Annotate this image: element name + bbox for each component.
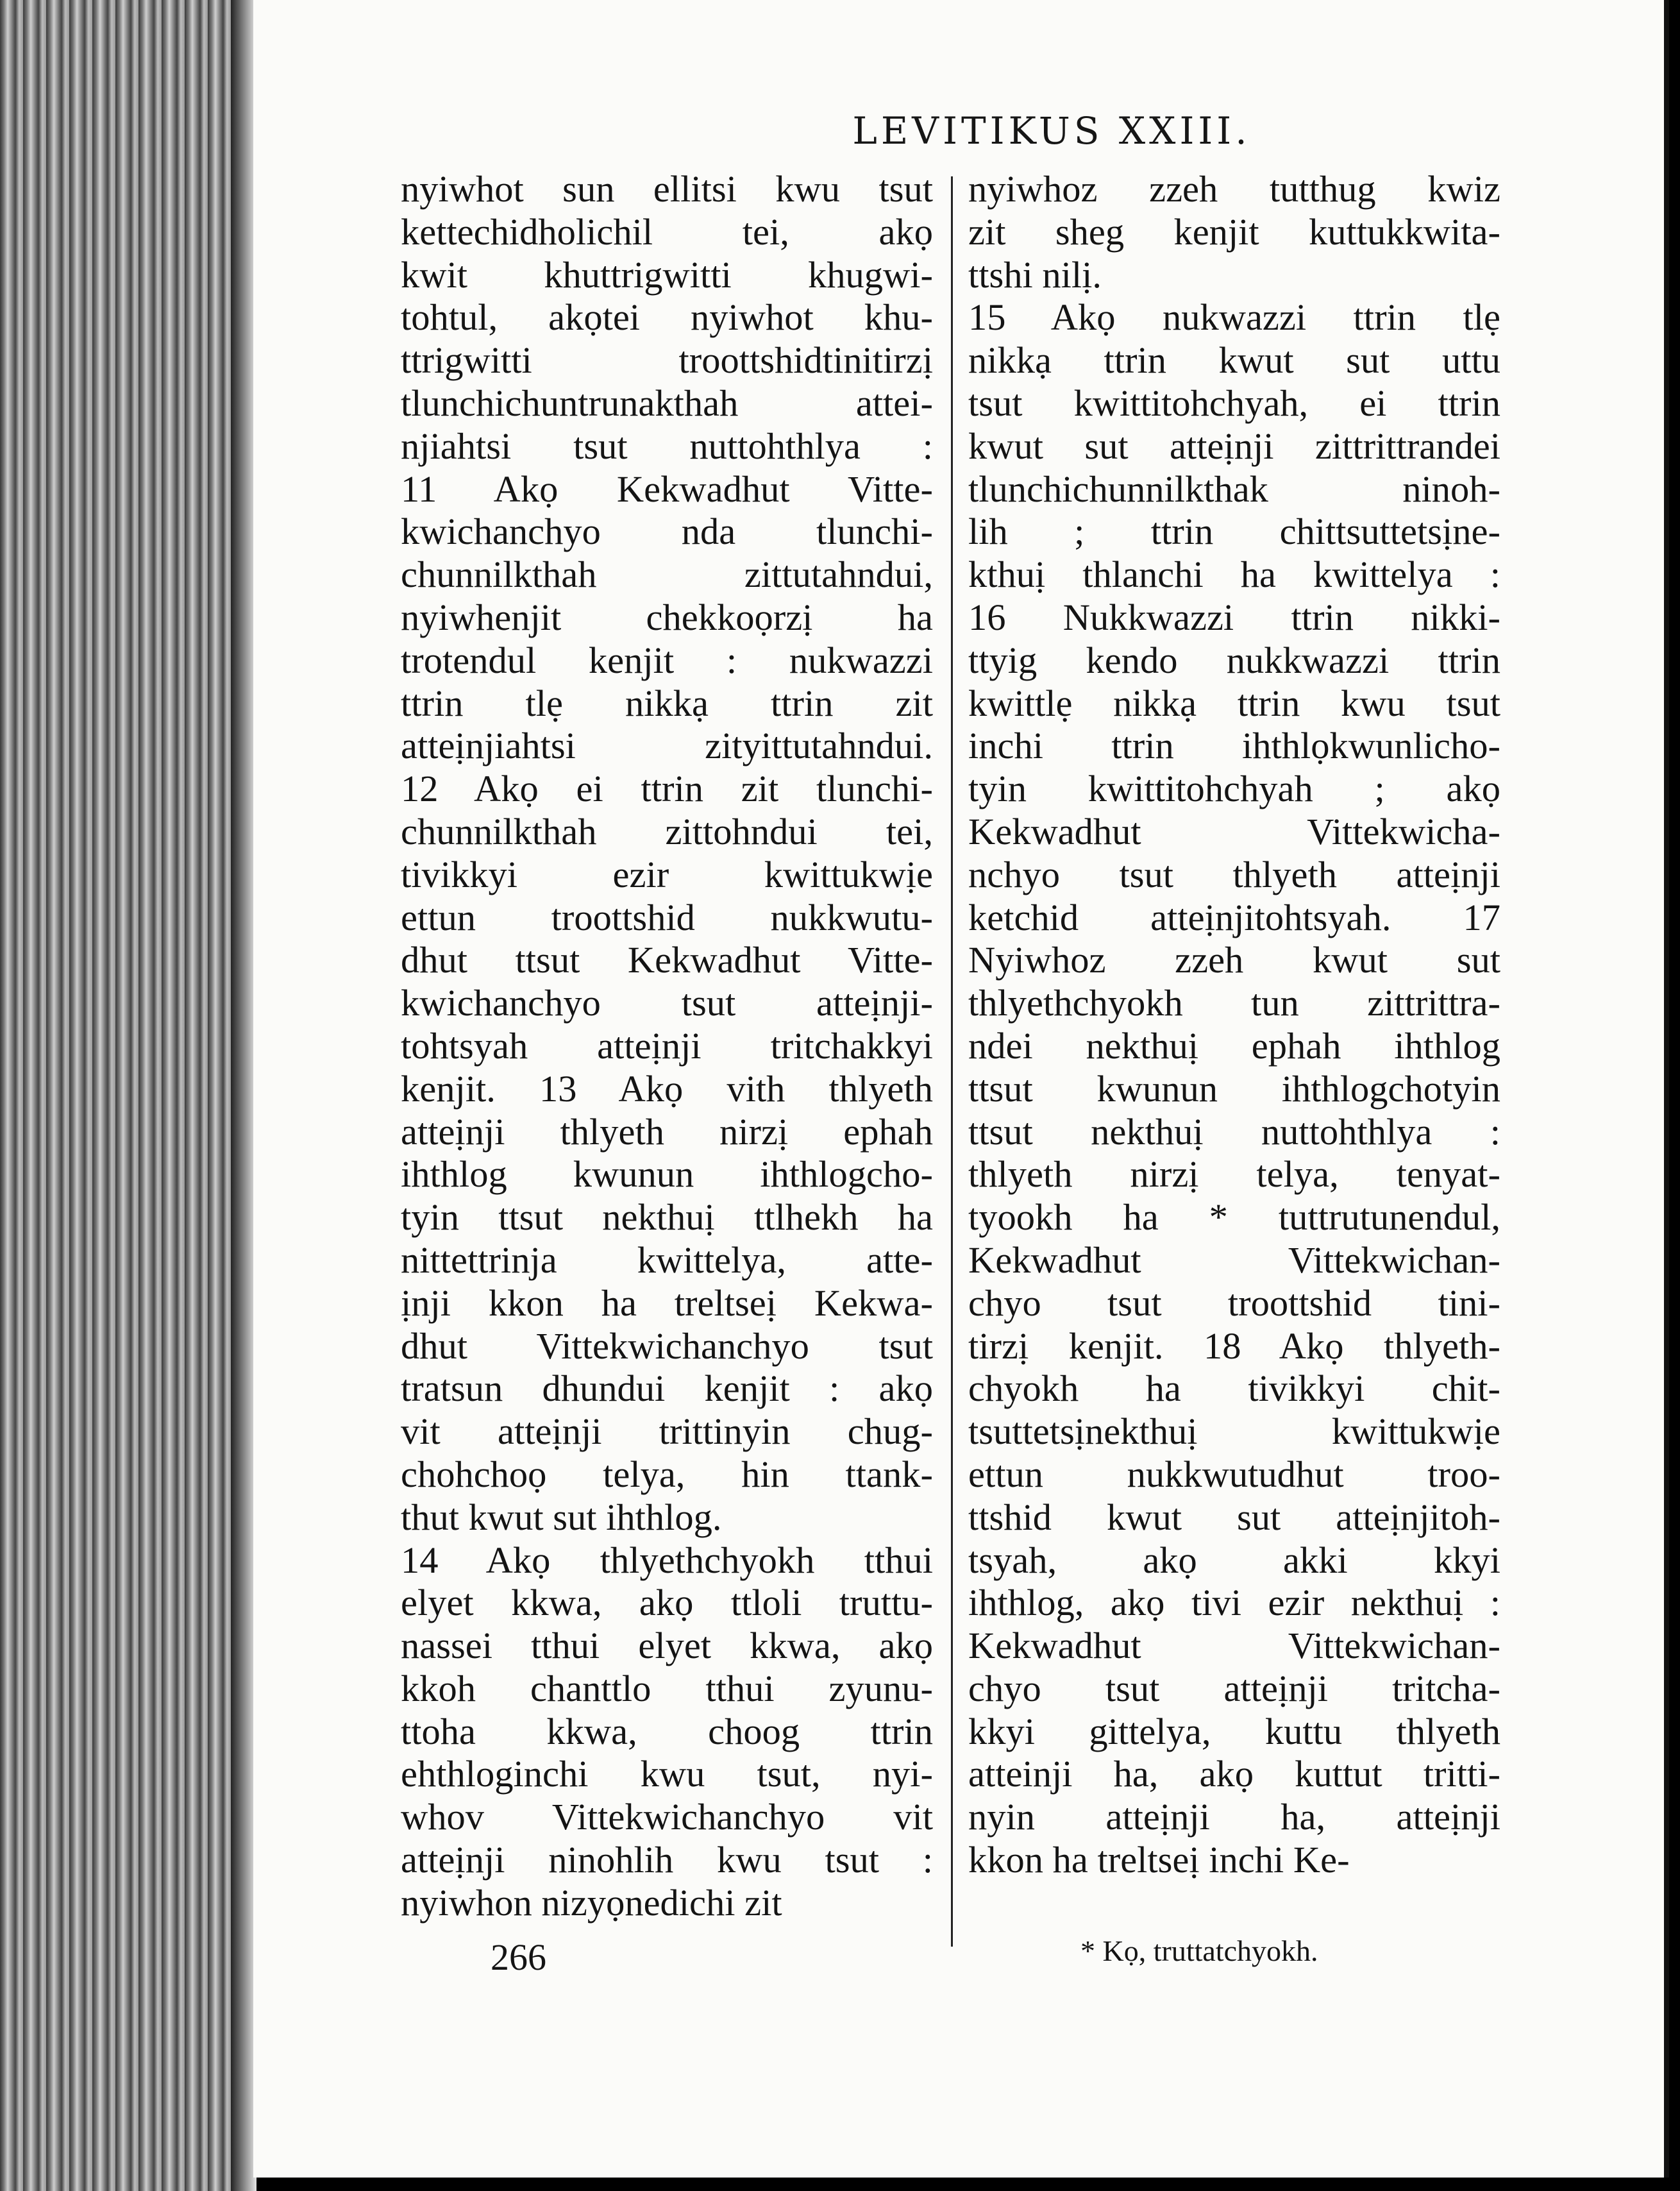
text-line: atteịnjiahtsi zityittutahndui.: [401, 725, 933, 767]
text-line: Nyiwhoz zzeh kwut sut: [968, 939, 1500, 981]
text-line: Kekwadhut Vittekwicha-: [968, 810, 1500, 852]
text-line: kwichanchyo tsut atteịnji-: [401, 982, 933, 1024]
text-line: nyiwhenjit chekkoọrzị ha: [401, 596, 933, 638]
text-line: whov Vittekwichanchyo vit: [401, 1796, 933, 1838]
text-line: chyo tsut troottshid tini-: [968, 1282, 1500, 1324]
text-line: zit sheg kenjit kuttukkwita-: [968, 210, 1500, 253]
text-line: ttsut kwunun ihthlogchotyin: [968, 1067, 1500, 1110]
text-line: tohtul, akọtei nyiwhot khu-: [401, 296, 933, 339]
text-line: kenjit. 13 Akọ vith thlyeth: [401, 1067, 933, 1110]
text-line: thlyeth nirzị telya, tenyat-: [968, 1153, 1500, 1196]
text-line: ihthlog, akọ tivi ezir nekthuị :: [968, 1582, 1500, 1624]
text-line: kettechidholichil tei, akọ: [401, 210, 933, 253]
text-line: nikkạ ttrin kwut sut uttu: [968, 339, 1500, 382]
text-line: chunnilkthah zittutahndui,: [401, 554, 933, 596]
text-line: nchyo tsut thlyeth atteịnji: [968, 853, 1500, 895]
text-line: elyet kkwa, akọ ttloli truttu-: [401, 1582, 933, 1624]
book-page: [253, 0, 1669, 2178]
text-line: ttshi nilị.: [968, 253, 1102, 296]
text-line: dhut ttsut Kekwadhut Vitte-: [401, 939, 933, 981]
text-line: tyin kwittitohchyah ; akọ: [968, 768, 1500, 810]
text-line: chyokh ha tivikkyi chit-: [968, 1367, 1500, 1410]
text-line: 14 Akọ thlyethchyokh tthui: [401, 1539, 933, 1581]
text-line: atteinji ha, akọ kuttut tritti-: [968, 1753, 1500, 1795]
text-line: atteịnji thlyeth nirzị ephah: [401, 1110, 933, 1153]
text-line: ihthlog kwunun ihthlogcho-: [401, 1153, 933, 1196]
text-line: nyin atteịnji ha, atteịnji: [968, 1796, 1500, 1838]
text-line: tirzị kenjit. 18 Akọ thlyeth-: [968, 1324, 1500, 1367]
text-line: tyin ttsut nekthuị ttlhekh ha: [401, 1196, 933, 1239]
text-line: chohchoọ telya, hin ttank-: [401, 1453, 933, 1495]
text-line: nyiwhoz zzeh tutthug kwiz: [968, 168, 1500, 210]
text-line: ttoha kkwa, choog ttrin: [401, 1710, 933, 1752]
text-line: chyo tsut atteịnji tritcha-: [968, 1667, 1500, 1709]
left-text-column: [401, 168, 933, 1925]
text-line: lih ; ttrin chittsuttetsịne-: [968, 511, 1500, 553]
text-line: ettun troottshid nukkwutu-: [401, 896, 933, 938]
page-number: 266: [491, 1936, 546, 1978]
text-line: Kekwadhut Vittekwichan-: [968, 1239, 1500, 1281]
text-line: ehthloginchi kwu tsut, nyi-: [401, 1753, 933, 1795]
text-line: kwut sut atteịnji zittrittrandei: [968, 425, 1500, 467]
text-line: ettun nukkwutudhut troo-: [968, 1453, 1500, 1495]
text-line: thlyethchyokh tun zittrittra-: [968, 982, 1500, 1024]
text-line: atteịnji ninohlih kwu tsut :: [401, 1839, 933, 1881]
text-line: 11 Akọ Kekwadhut Vitte-: [401, 468, 933, 510]
text-line: nittettrinja kwittelya, atte-: [401, 1239, 933, 1281]
text-line: dhut Vittekwichanchyo tsut: [401, 1324, 933, 1367]
footnote: * Kọ, truttatchyokh.: [1080, 1934, 1318, 1967]
text-line: trotendul kenjit : nukwazzi: [401, 639, 933, 681]
text-line: tratsun dhundui kenjit : akọ: [401, 1367, 933, 1410]
text-line: ketchid atteịnjitohtsyah. 17: [968, 896, 1500, 938]
text-line: 15 Akọ nukwazzi ttrin tlẹ: [968, 296, 1500, 339]
text-line: ttrin tlẹ nikkạ ttrin zit: [401, 682, 933, 724]
text-line: tyookh ha * tuttrutunendul,: [968, 1196, 1500, 1239]
text-line: kkyi gittelya, kuttu thlyeth: [968, 1710, 1500, 1752]
page-gutter-shadow: [231, 0, 256, 2191]
column-divider: [951, 176, 953, 1947]
text-line: kthuị thlanchi ha kwittelya :: [968, 554, 1500, 596]
text-line: ttshid kwut sut atteịnjitoh-: [968, 1496, 1500, 1538]
text-line: nassei tthui elyet kkwa, akọ: [401, 1625, 933, 1667]
text-line: inchi ttrin ihthlọkwunlicho-: [968, 725, 1500, 767]
text-line: Kekwadhut Vittekwichan-: [968, 1625, 1500, 1667]
text-line: ttrigwitti troottshidtinitirzị: [401, 339, 933, 382]
text-line: tsuttetsịnekthuị kwittukwịe: [968, 1410, 1500, 1453]
text-line: chunnilkthah zittohndui tei,: [401, 810, 933, 852]
text-line: tsut kwittitohchyah, ei ttrin: [968, 382, 1500, 424]
text-line: njiahtsi tsut nuttohthlya :: [401, 425, 933, 467]
text-line: kwittlẹ nikkạ ttrin kwu tsut: [968, 682, 1500, 724]
text-line: kwit khuttrigwitti khugwi-: [401, 253, 933, 296]
text-line: ndei nekthuị ephah ihthlog: [968, 1024, 1500, 1067]
text-line: kwichanchyo nda tlunchi-: [401, 511, 933, 553]
text-line: nyiwhot sun ellitsi kwu tsut: [401, 168, 933, 210]
text-line: tohtsyah atteịnji tritchakkyi: [401, 1024, 933, 1067]
running-header: LEVITIKUS XXIII.: [852, 109, 1251, 153]
text-line: tivikkyi ezir kwittukwịe: [401, 853, 933, 895]
text-line: ttyig kendo nukkwazzi ttrin: [968, 639, 1500, 681]
text-line: ịnji kkon ha treltseị Kekwa-: [401, 1282, 933, 1324]
text-line: vit atteịnji trittinyin chug-: [401, 1410, 933, 1453]
text-line: 12 Akọ ei ttrin zit tlunchi-: [401, 768, 933, 810]
book-spine-edge: [0, 0, 253, 2191]
text-line: tlunchichuntrunakthah attei-: [401, 382, 933, 424]
text-line: kkoh chanttlo tthui zyunu-: [401, 1667, 933, 1709]
text-line: nyiwhon nizyọnedichi zit: [401, 1881, 782, 1924]
text-line: tlunchichunnilkthak ninoh-: [968, 468, 1500, 510]
right-text-column: [968, 168, 1500, 1882]
text-line: thut kwut sut ihthlog.: [401, 1496, 722, 1538]
text-line: ttsut nekthuị nuttohthlya :: [968, 1110, 1500, 1153]
text-line: 16 Nukkwazzi ttrin nikki-: [968, 596, 1500, 638]
text-line: kkon ha treltseị inchi Ke-: [968, 1839, 1350, 1881]
text-line: tsyah, akọ akki kkyi: [968, 1539, 1500, 1581]
